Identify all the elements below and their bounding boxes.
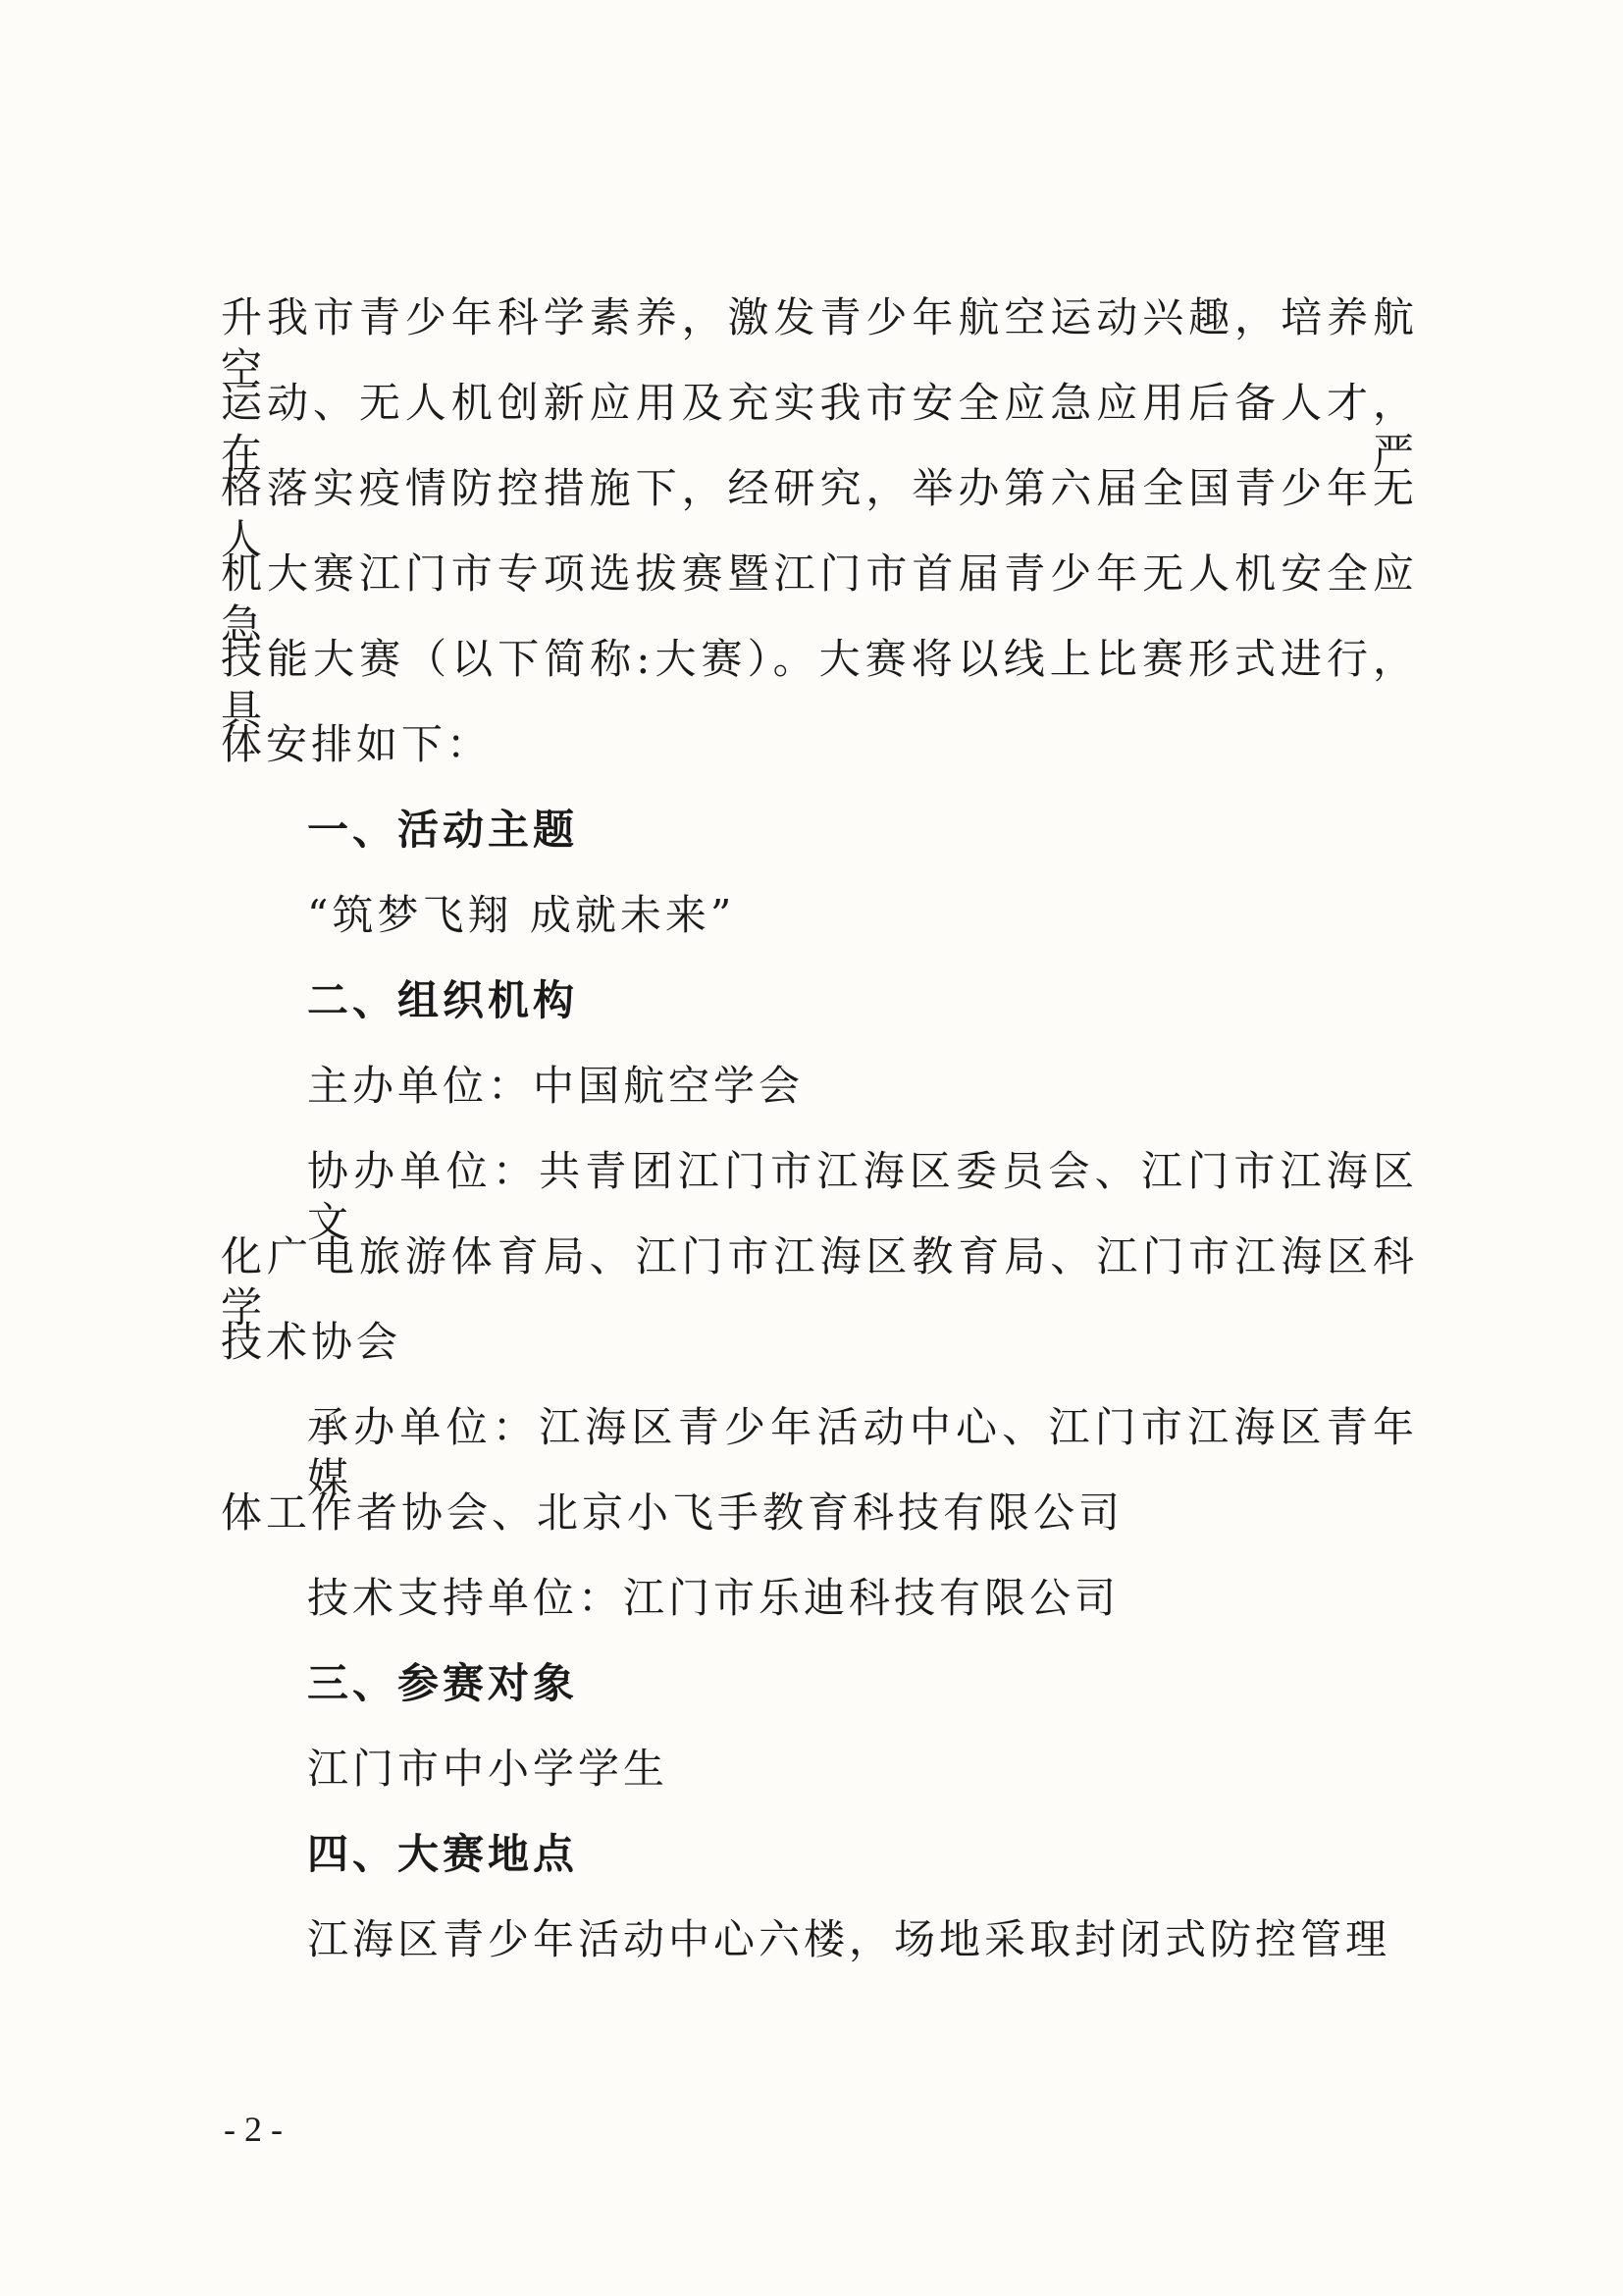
section-heading-participants: 三、参赛对象 [307, 1659, 579, 1707]
section-body-venue: 江海区青少年活动中心六楼，场地采取封闭式防控管理 [307, 1915, 1391, 1963]
intro-line-3: 格落实疫情防控措施下，经研究，举办第六届全国青少年无人 [221, 464, 1418, 563]
co-host-line-2: 化广电旅游体育局、江门市江海区教育局、江门市江海区科学 [221, 1232, 1418, 1331]
tech-support-line: 技术支持单位：江门市乐迪科技有限公司 [307, 1574, 1121, 1622]
page-number: - 2 - [224, 2110, 283, 2149]
co-host-line-3: 技术协会 [221, 1318, 402, 1366]
section-heading-organization: 二、组织机构 [307, 976, 579, 1024]
organizer-line-2: 体工作者协会、北京小飞手教育科技有限公司 [221, 1488, 1125, 1537]
intro-line-1: 升我市青少年科学素养，激发青少年航空运动兴趣，培养航空 [221, 293, 1418, 392]
intro-line-6: 体安排如下： [221, 720, 493, 768]
section-heading-theme: 一、活动主题 [307, 806, 579, 854]
intro-line-2: 运动、无人机创新应用及充实我市安全应急应用后备人才，在严 [221, 379, 1418, 478]
organizer-line-1: 承办单位：江海区青少年活动中心、江门市江海区青年媒 [307, 1403, 1418, 1502]
section-body-theme: “筑梦飞翔 成就未来” [307, 891, 736, 939]
host-line: 主办单位：中国航空学会 [307, 1062, 805, 1110]
co-host-line-1: 协办单位：共青团江门市江海区委员会、江门市江海区文 [307, 1147, 1418, 1246]
intro-line-5: 技能大赛（以下简称:大赛）。大赛将以线上比赛形式进行，具 [221, 635, 1418, 734]
section-body-participants: 江门市中小学学生 [307, 1745, 669, 1793]
intro-line-4: 机大赛江门市专项选拔赛暨江门市首届青少年无人机安全应急 [221, 549, 1418, 649]
section-heading-venue: 四、大赛地点 [307, 1830, 579, 1878]
